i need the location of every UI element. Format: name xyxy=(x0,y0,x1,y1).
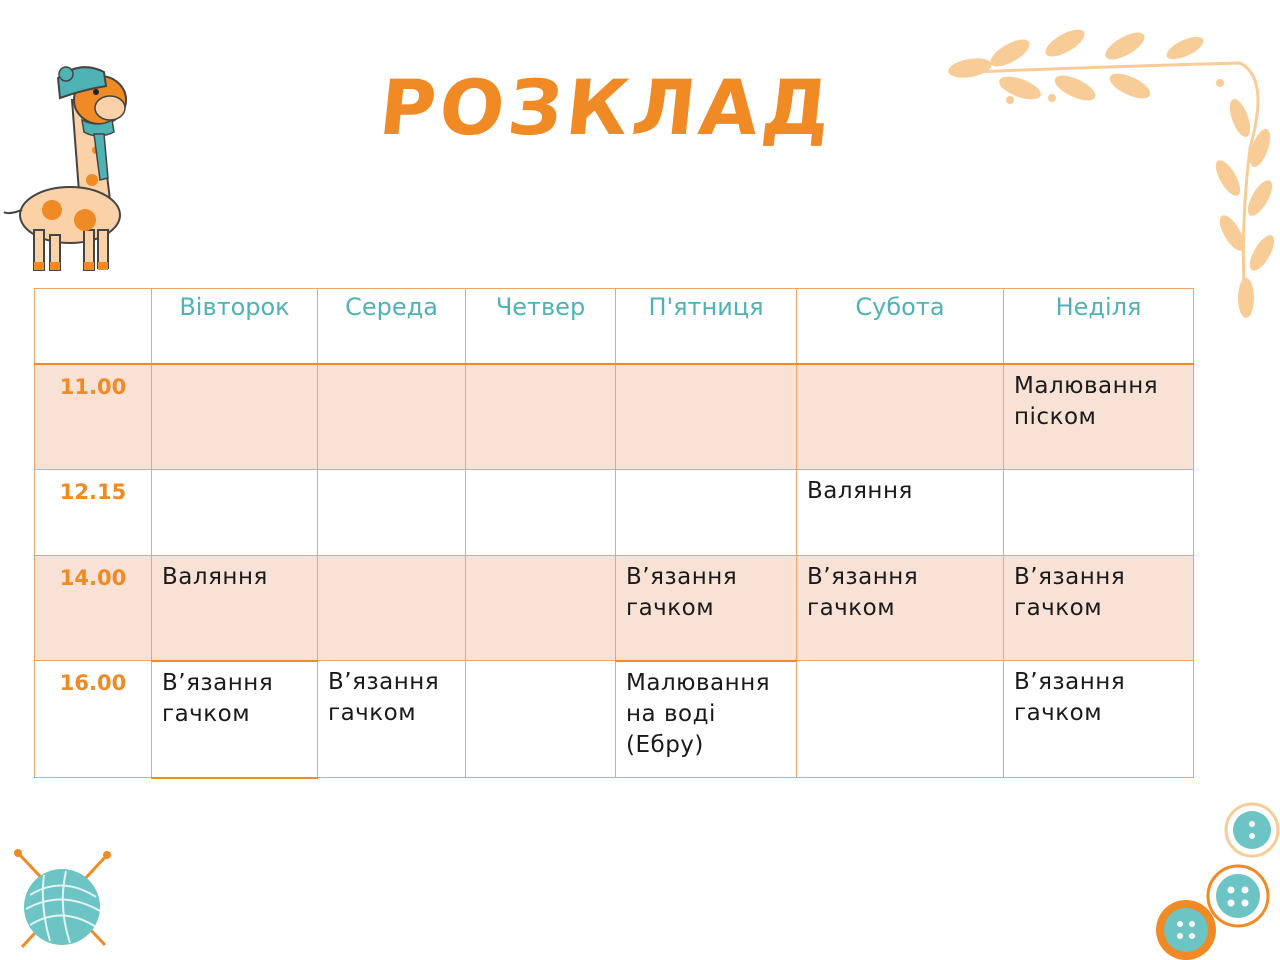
day-header: Середа xyxy=(318,289,466,365)
time-cell: 12.15 xyxy=(35,470,152,556)
page-title: РОЗКЛАД xyxy=(375,63,839,152)
schedule-cell: Малювання на воді (Ебру) xyxy=(616,661,797,778)
schedule-cell: В’язання гачком xyxy=(1004,556,1194,661)
schedule-cell: В’язання гачком xyxy=(152,661,318,778)
table-row xyxy=(35,661,1194,778)
corner-cell xyxy=(35,289,152,365)
schedule-cell: В’язання гачком xyxy=(1004,661,1194,778)
table-row xyxy=(35,364,1194,470)
schedule-cell xyxy=(466,470,616,556)
schedule-cell xyxy=(318,364,466,470)
schedule-cell xyxy=(616,470,797,556)
schedule-cell: В’язання гачком xyxy=(797,556,1004,661)
giraffe-illustration xyxy=(0,30,140,275)
day-header: Субота xyxy=(797,289,1004,365)
header-row xyxy=(35,289,1194,365)
schedule-cell: Валяння xyxy=(152,556,318,661)
schedule-cell xyxy=(152,470,318,556)
schedule-cell xyxy=(466,364,616,470)
schedule-cell xyxy=(797,661,1004,778)
table-row xyxy=(35,556,1194,661)
time-cell: 16.00 xyxy=(35,661,152,778)
schedule-cell xyxy=(1004,470,1194,556)
time-cell: 14.00 xyxy=(35,556,152,661)
schedule-cell: В’язання гачком xyxy=(616,556,797,661)
schedule-cell xyxy=(797,364,1004,470)
sewing-buttons-illustration xyxy=(1150,800,1280,960)
schedule-cell: Валяння xyxy=(797,470,1004,556)
table-row xyxy=(35,470,1194,556)
schedule-table xyxy=(34,288,1194,779)
schedule-cell xyxy=(318,556,466,661)
schedule-cell xyxy=(152,364,318,470)
day-header: Четвер xyxy=(466,289,616,365)
schedule-cell: В’язання гачком xyxy=(318,661,466,778)
day-header: П'ятниця xyxy=(616,289,797,365)
yarn-ball-illustration xyxy=(10,845,115,955)
schedule-cell xyxy=(616,364,797,470)
schedule-cell xyxy=(466,661,616,778)
leaf-branch-illustration xyxy=(940,28,1280,328)
time-cell: 11.00 xyxy=(35,364,152,470)
day-header: Вівторок xyxy=(152,289,318,365)
schedule-cell xyxy=(318,470,466,556)
day-header: Неділя xyxy=(1004,289,1194,365)
schedule-cell: Малювання піском xyxy=(1004,364,1194,470)
schedule-cell xyxy=(466,556,616,661)
